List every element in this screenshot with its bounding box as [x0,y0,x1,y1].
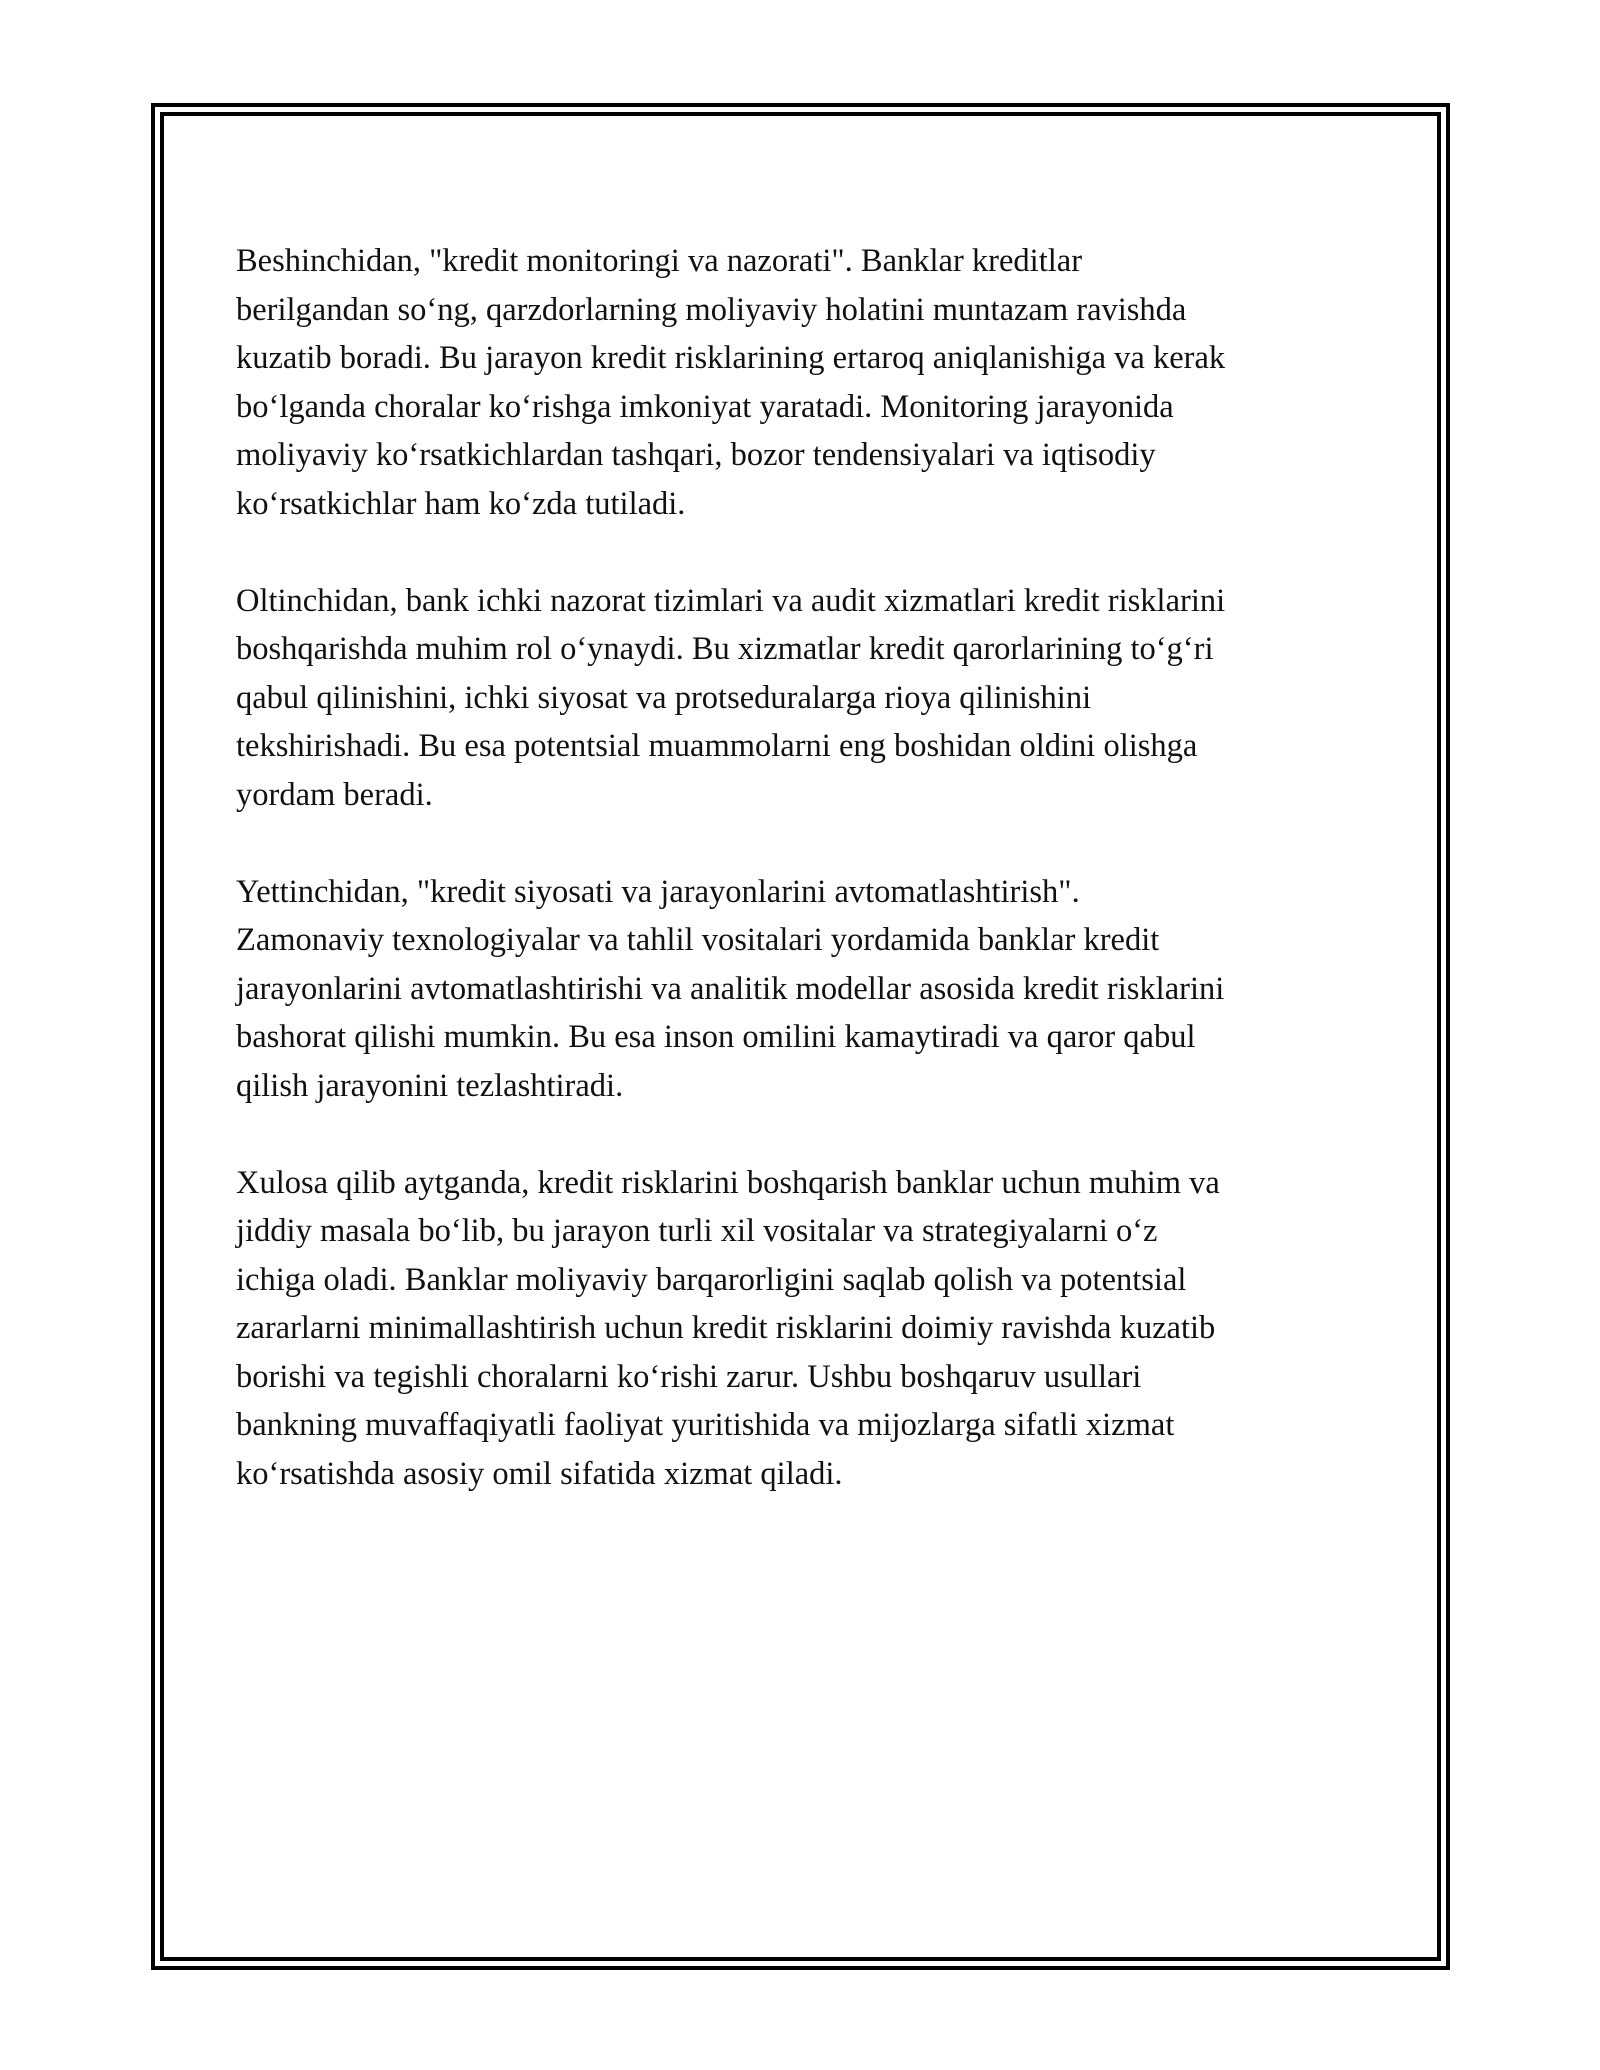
text-line: jiddiy masala bo‘lib, bu jarayon turli xil vositalar va strategiyalarni o‘z [236,1213,1158,1249]
text-line: Beshinchidan, "kredit monitoringi va nazorati". Banklar kreditlar [236,243,1083,279]
text-line: ko‘rsatishda asosiy omil sifatida xizmat qiladi. [236,1455,843,1492]
paragraph-automation [236,868,1366,1111]
text-line: Yettinchidan, "kredit siyosati va jarayonlarini avtomatlashtirish". [236,873,1080,910]
paragraph-monitoring [236,237,1366,528]
text-line: yordam beradi. [236,776,433,813]
paragraph-conclusion [236,1159,1366,1499]
text-line: berilgandan so‘ng, qarzdorlarning moliyaviy holatini muntazam ravishda [236,291,1187,328]
text-line: Oltinchidan, bank ichki nazorat tizimlari va audit xizmatlari kredit risklarini [236,582,1226,619]
document-body [236,237,1366,1547]
text-line: kuzatib boradi. Bu jarayon kredit risklarining ertaroq aniqlanishiga va kerak [236,340,1226,376]
text-line: tekshirishadi. Bu esa potentsial muammolarni eng boshidan oldini olishga [236,728,1198,764]
text-line: qabul qilinishini, ichki siyosat va protseduralarga rioya qilinishini [236,679,1092,716]
text-line: borishi va tegishli choralarni ko‘rishi zarur. Ushbu boshqaruv usullari [236,1358,1142,1395]
text-line: ko‘rsatkichlar ham ko‘zda tutiladi. [236,485,686,522]
text-line: bashorat qilishi mumkin. Bu esa inson omilini kamaytiradi va qaror qabul [236,1019,1196,1055]
paragraph-internal-control [236,577,1366,820]
text-line: zararlarni minimallashtirish uchun kredit risklarini doimiy ravishda kuzatib [236,1310,1216,1346]
text-line: bankning muvaffaqiyatli faoliyat yuritishida va mijozlarga sifatli xizmat [236,1407,1175,1443]
text-line: Xulosa qilib aytganda, kredit risklarini boshqarish banklar uchun muhim va [236,1164,1220,1201]
text-line: ichiga oladi. Banklar moliyaviy barqarorligini saqlab qolish va potentsial [236,1261,1187,1298]
text-line: moliyaviy ko‘rsatkichlardan tashqari, bozor tendensiyalari va iqtisodiy [236,437,1156,473]
text-line: jarayonlarini avtomatlashtirishi va analitik modellar asosida kredit risklarini [236,970,1225,1007]
text-line: bo‘lganda choralar ko‘rishga imkoniyat yaratadi. Monitoring jarayonida [236,388,1174,425]
text-line: boshqarishda muhim rol o‘ynaydi. Bu xizmatlar kredit qarorlarining to‘g‘ri [236,631,1214,667]
text-line: Zamonaviy texnologiyalar va tahlil vositalari yordamida banklar kredit [236,922,1160,958]
text-line: qilish jarayonini tezlashtiradi. [236,1067,624,1104]
